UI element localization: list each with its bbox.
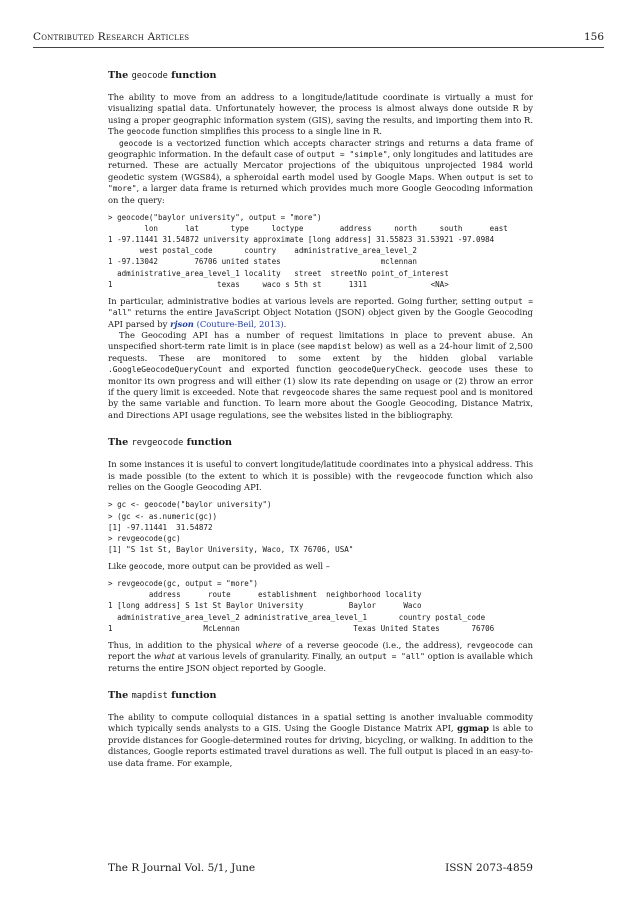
citation-link[interactable]: (Couture-Beil, 2013) — [196, 318, 284, 329]
code-block: > geocode("baylor university", output = "more") lon lat type loctype address north south east 1 -97.11441 31.54872 university approximate [long address] 31.55823 31.53921 -97.0984 west postal_code country administrative_area_level_2 1 -97.13042 76706 united states mclennan administrative_area_level_1 locality street streetNo point_of_interest 1 texas waco s 5th st 1311 <NA> — [108, 213, 508, 289]
running-header — [33, 27, 604, 48]
paragraph: The ability to compute colloquial distances in a spatial setting is another invaluable commodity which typically sends analysts to a GIS. Using the Google Distance Matrix API, ggmap is able to provide distances for Google-determined routes for driving, bicycling, or walking. In addition to the distances, Google reports estimated travel durations as well. The full output is placed in an easy-to-use data frame. For example, — [108, 711, 533, 768]
code-block: > revgeocode(gc, output = "more") address route establishment neighborhood locality 1 [long address] S 1st St Baylor University Baylor Waco administrative_area_level_2 administrative_area_level_1 country postal_code 1 McLennan Texas United States 76706 — [108, 579, 495, 633]
journal-volume: The R Journal Vol. 5/1, June — [108, 862, 256, 874]
paragraph: In particular, administrative bodies at various levels are reported. Going further, setting output = "all" returns the entire JavaScript Object Notation (JSON) object given by the Google Geocoding API parsed by rjson (Couture-Beil, 2013). — [108, 295, 533, 329]
journal-section-title: Contributed Research Articles — [33, 31, 190, 43]
issn: ISSN 2073-4859 — [445, 862, 533, 874]
paragraph: The ability to move from an address to a longitude/latitude coordinate is virtually a must for visualizing spatial data. Unfortunately however, the process is almost always done outside R by using a proper geographic information system (GIS), saving the results, and importing them into R. The geocode function simplifies this process to a single line in R. — [108, 92, 533, 137]
package-name-ggmap: ggmap — [457, 723, 489, 734]
code-block: > gc <- geocode("baylor university") > (gc <- as.numeric(gc)) [1] -97.11441 31.54872 > revgeocode(gc) [1] "S 1st St, Baylor University, Waco, TX 76706, USA" — [108, 500, 354, 554]
paragraph: Like geocode, more output can be provided as well – — [108, 560, 330, 571]
section-heading-revgeocode: The revgeocode function — [108, 437, 233, 449]
paragraph: The Geocoding API has a number of request limitations in place to prevent abuse. An unspecified short-term rate limit is in place (see mapdist below) as well as a 24-hour limit of 2,500 requests. These are monitored to some extent by the hidden global variable .GoogleGeocodeQueryCount and exported function geocodeQueryCheck. geocode uses these to monitor its own progress and will either (1) slow its rate depending on usage or (2) throw an error if the query limit is exceeded. Note that revgeocode shares the same request pool and is monitored by the same variable and function. To learn more about the Google Geocoding, Distance Matrix, and Directions API usage regulations, see the websites listed in the bibliography. — [108, 329, 533, 420]
section-heading-mapdist: The mapdist function — [108, 689, 217, 701]
section-heading-geocode: The geocode function — [108, 70, 217, 81]
article-body — [108, 70, 533, 769]
page-number: 156 — [583, 31, 604, 43]
paragraph: In some instances it is useful to convert longitude/latitude coordinates into a physical address. This is made possible (to the extent to which it is possible) with the revgeocode function which also relies on the Google Geocoding API. — [108, 459, 533, 492]
package-link-rjson[interactable]: rjson — [170, 318, 194, 329]
paragraph: Thus, in addition to the physical where of a reverse geocode (i.e., the address), revgeocode can report the what at various levels of granularity. Finally, an output = "all" option is available which returns the entire JSON object reported by Google. — [108, 639, 533, 673]
paragraph: geocode is a vectorized function which accepts character strings and returns a data frame of geographic information. In the default case of output = "simple", only longitudes and latitudes are returned. These are actually Mercator projections of the ubiquitous unprojected 1984 world geodetic system (WGS84), a spheroidal earth model used by Google Maps. When output is set to "more", a larger data frame is returned which provides much more Google Geocoding information on the query: — [108, 137, 533, 205]
